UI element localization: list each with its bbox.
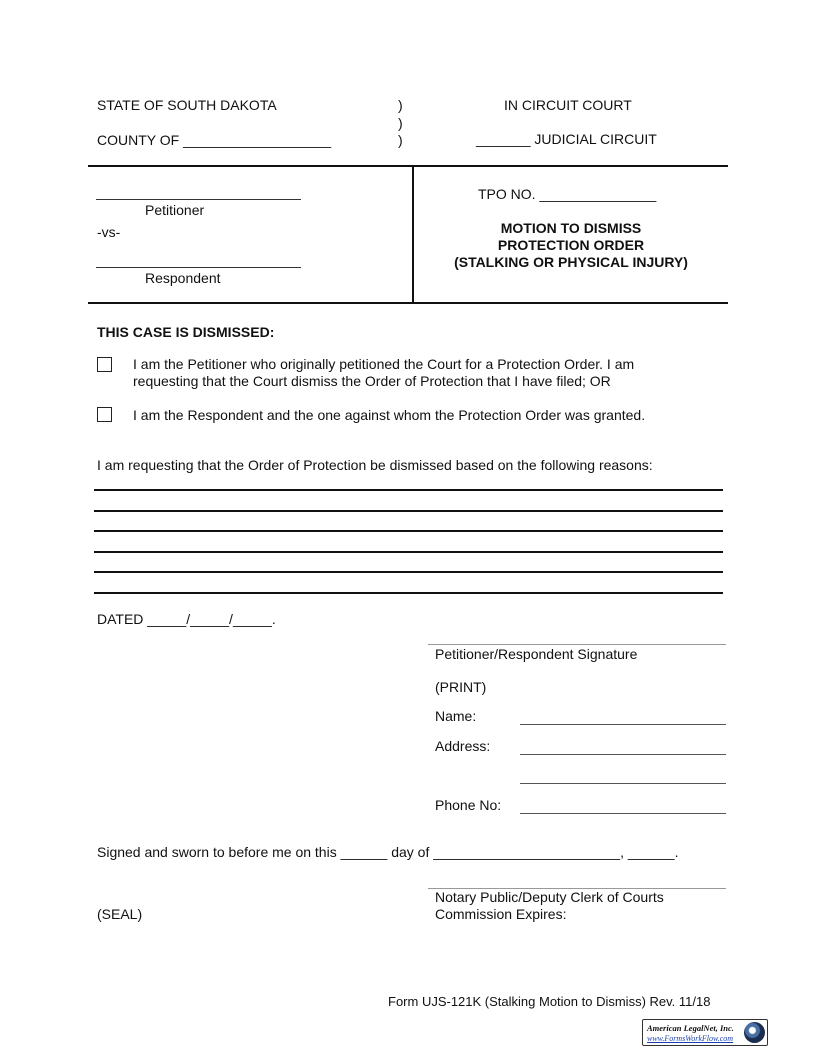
name-label: Name: [435,708,477,724]
tpo-number: TPO NO. _______________ [478,186,657,202]
option-respondent: I am the Respondent and the one against whom the Protection Order was granted. [133,407,646,423]
form-title-line-2: PROTECTION ORDER [497,237,645,253]
form-title-line-1: MOTION TO DISMISS [500,220,642,236]
legalnet-badge[interactable] [642,1019,768,1046]
vs-label: -vs- [97,224,121,240]
form-title-line-3: (STALKING OR PHYSICAL INJURY) [454,254,688,270]
address-label: Address: [435,738,491,754]
phone-label: Phone No: [435,797,502,813]
reason-line[interactable] [94,571,723,573]
respondent-checkbox[interactable] [97,407,112,422]
reason-line[interactable] [94,510,723,512]
dated-field: DATED _____/_____/_____. [97,611,276,627]
respondent-name-line [96,267,301,268]
signature-label: Petitioner/Respondent Signature [435,646,638,662]
option-petitioner-line-1: I am the Petitioner who originally petitioned the Court for a Protection Order. I am [133,356,635,372]
caption-top-rule [88,165,728,167]
reason-line[interactable] [94,592,723,594]
form-id: Form UJS-121K (Stalking Motion to Dismiss) Rev. 11/18 [388,994,711,1009]
name-line[interactable] [520,724,726,725]
respondent-label: Respondent [145,270,221,286]
signature-line[interactable] [428,644,726,645]
seal-label: (SEAL) [97,906,143,922]
option-petitioner-line-2: requesting that the Court dismiss the Order of Protection that I have filed; OR [133,373,611,389]
commission-label: Commission Expires: [435,906,567,922]
notary-label: Notary Public/Deputy Clerk of Courts [435,889,664,905]
court-label: IN CIRCUIT COURT [504,97,632,113]
print-label: (PRINT) [435,679,487,695]
circuit-label: _______ JUDICIAL CIRCUIT [476,131,657,147]
reason-line[interactable] [94,551,723,553]
caption-paren-3: ) [398,132,403,148]
badge-company: American LegalNet, Inc. [647,1023,734,1033]
globe-logo-icon [744,1022,765,1043]
county-label: COUNTY OF ___________________ [97,132,332,148]
caption-paren-1: ) [398,97,403,113]
petitioner-checkbox[interactable] [97,357,112,372]
state-label: STATE OF SOUTH DAKOTA [97,97,277,113]
caption-paren-2: ) [398,115,403,131]
sworn-statement: Signed and sworn to before me on this ______ day of ________________________, ______. [97,844,679,860]
reasons-prompt: I am requesting that the Order of Protection be dismissed based on the following reasons: [97,457,653,473]
badge-link[interactable]: www.FormsWorkFlow.com [647,1034,734,1043]
petitioner-name-line [96,199,301,200]
reason-line[interactable] [94,489,723,491]
dismissed-heading: THIS CASE IS DISMISSED: [97,324,275,340]
address-line-1[interactable] [520,754,726,755]
address-line-2[interactable] [520,783,726,784]
petitioner-label: Petitioner [145,202,205,218]
reason-line[interactable] [94,530,723,532]
phone-line[interactable] [520,813,726,814]
caption-bottom-rule [88,302,728,304]
